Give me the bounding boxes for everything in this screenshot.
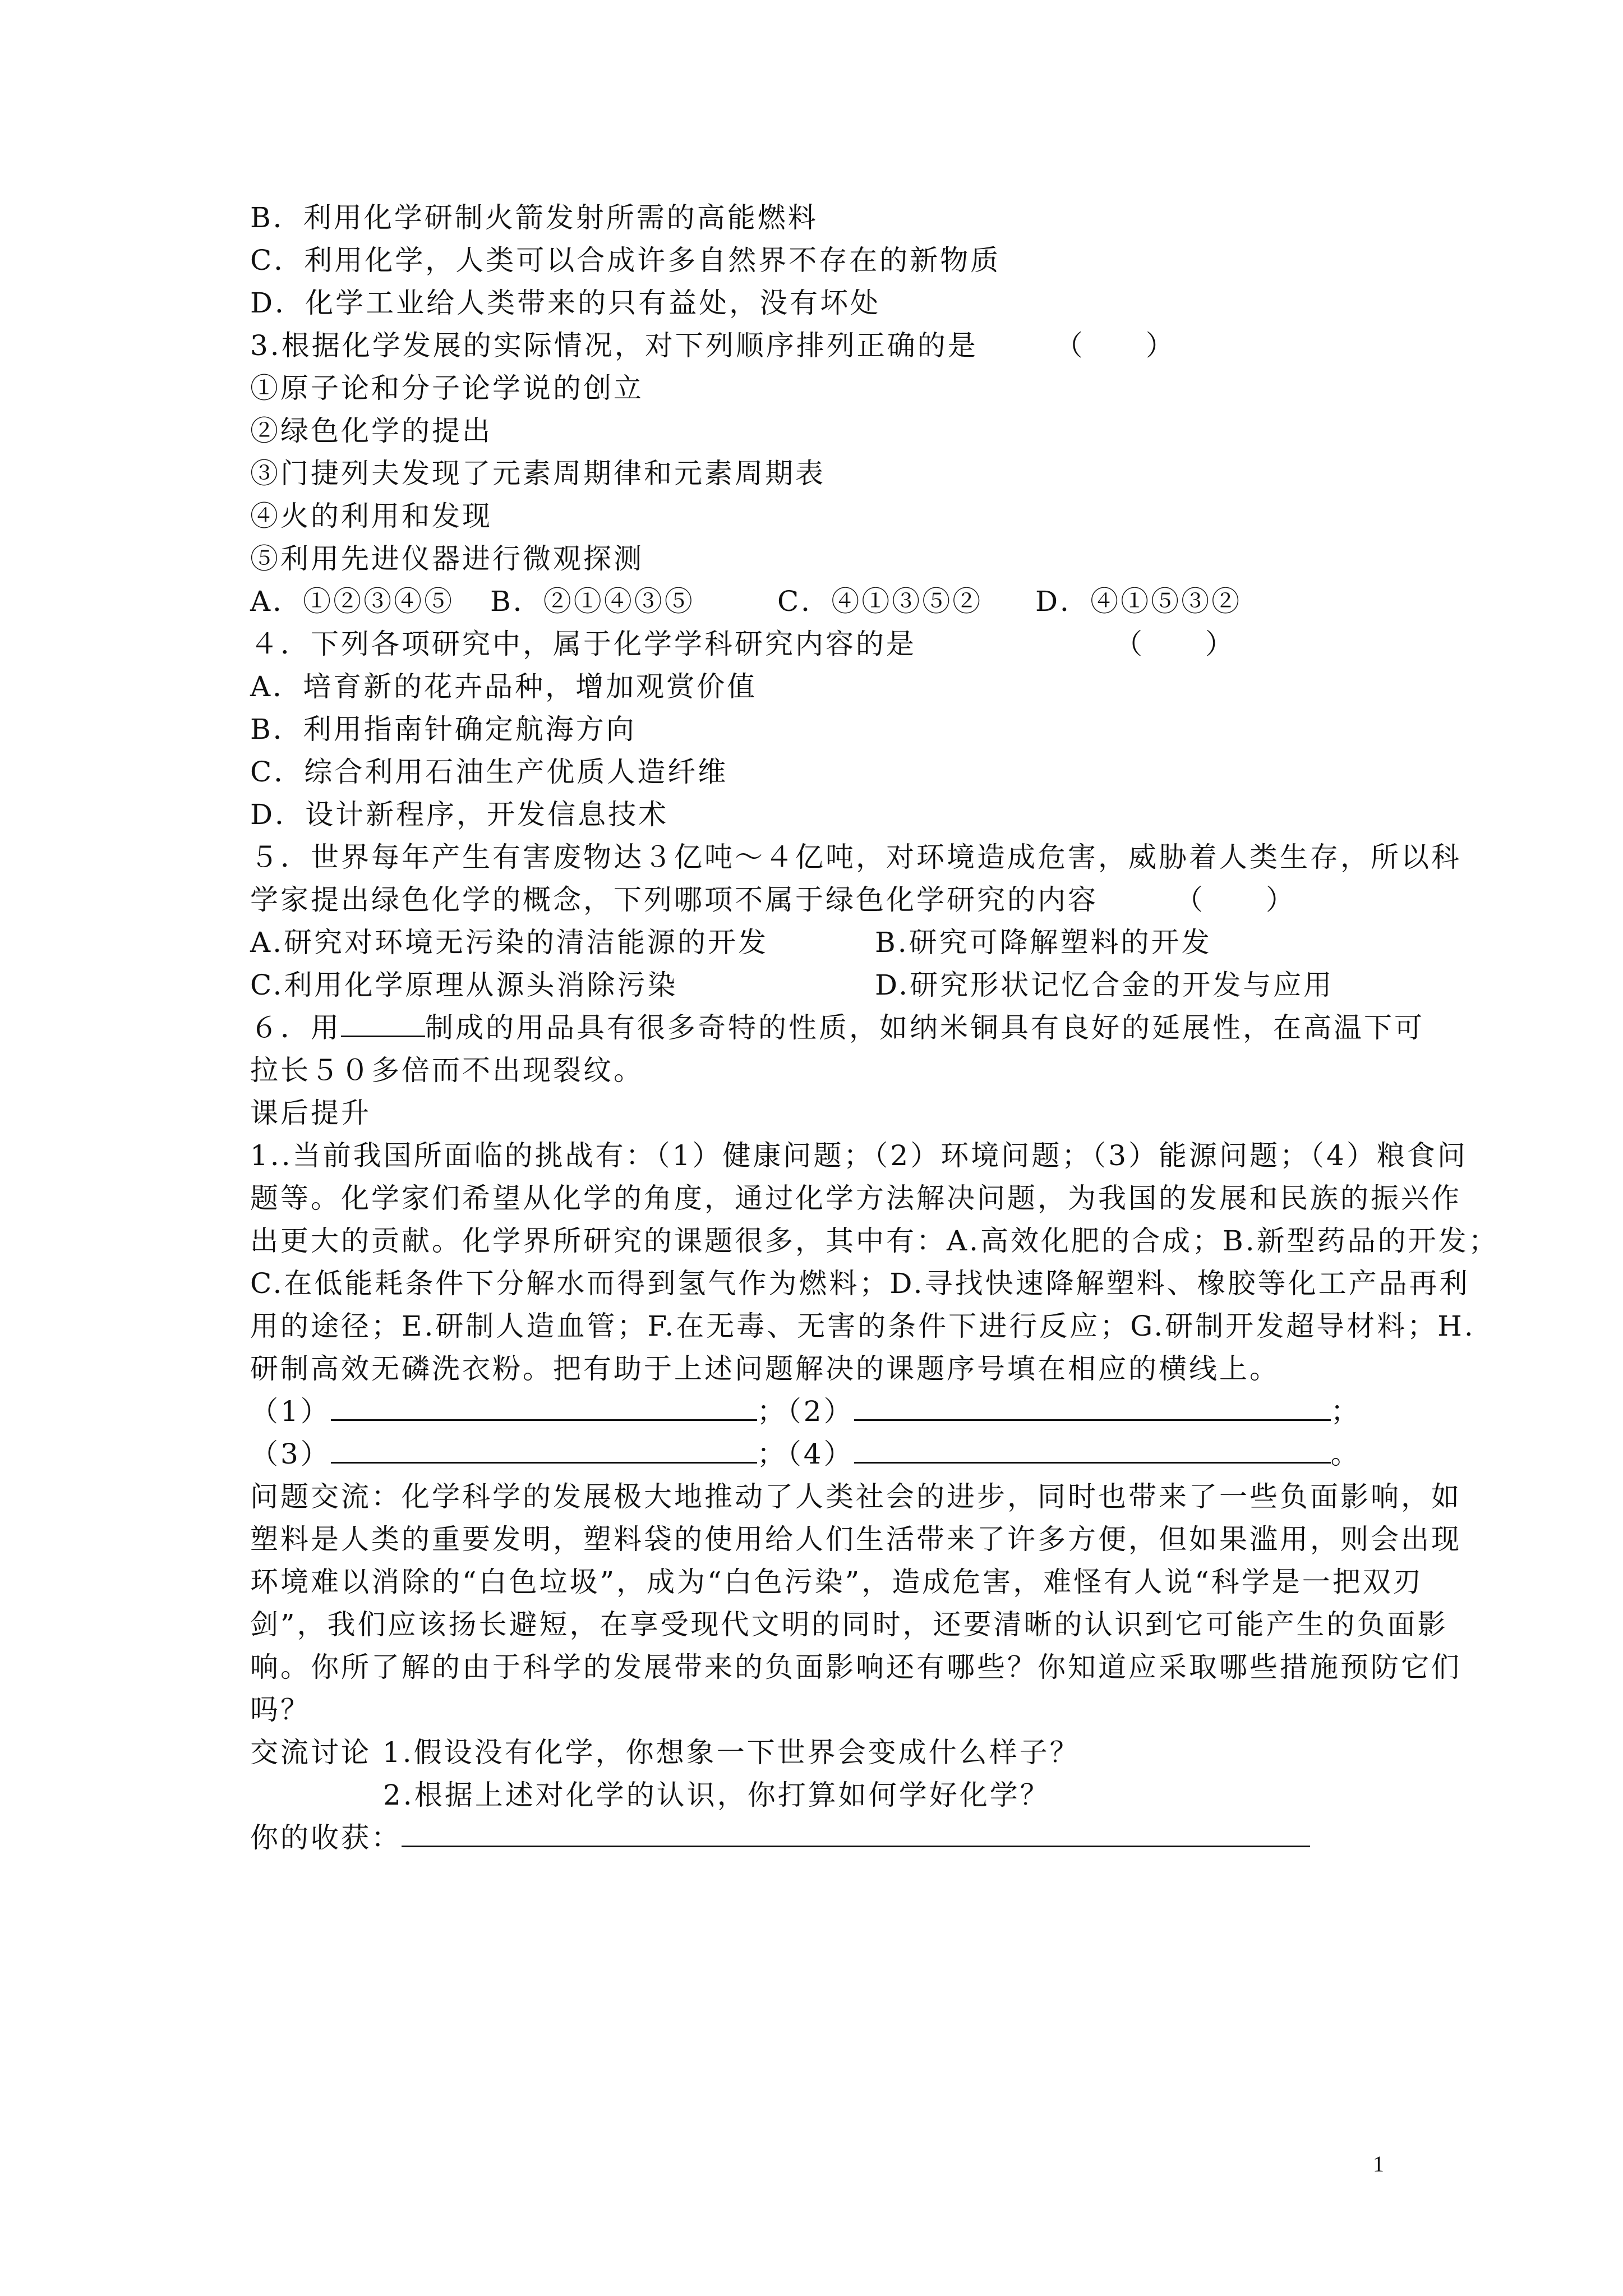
q5-option-b: B.研究可降解塑料的开发	[875, 926, 1212, 959]
discussion-line-2: 塑料是人类的重要发明，塑料袋的使用给人们生活带来了许多方便，但如果滥用，则会出现	[250, 1523, 1461, 1556]
q6-prefix: ６．用	[250, 1011, 341, 1044]
q5-option-d: D.研究形状记忆合金的开发与应用	[875, 969, 1334, 1001]
answer-row-2	[250, 1437, 1361, 1471]
q3-option-b: B．②①④③⑤	[490, 585, 695, 618]
q6-line-1	[250, 1011, 1424, 1045]
q4-option-c: C．综合利用石油生产优质人造纤维	[250, 756, 728, 788]
talk-question-2: 2.根据上述对化学的认识，你打算如何学好化学？	[383, 1779, 1050, 1811]
q3-item-5: ⑤利用先进仪器进行微观探测	[250, 542, 644, 575]
q3-item-2: ②绿色化学的提出	[250, 415, 492, 447]
blank-3-label: （3）	[250, 1438, 331, 1470]
discussion-line-1: 问题交流：化学科学的发展极大地推动了人类社会的进步，同时也带来了一些负面影响，如	[250, 1480, 1461, 1513]
p1-line-2: 题等。化学家们希望从化学的角度，通过化学方法解决问题，为我国的发展和民族的振兴作	[250, 1182, 1461, 1214]
talk-question-1: 交流讨论 1.假设没有化学，你想象一下世界会变成什么样子？	[250, 1736, 1080, 1769]
discussion-line-4: 剑”，我们应该扬长避短，在享受现代文明的同时，还要清晰的认识到它可能产生的负面影	[250, 1608, 1448, 1641]
q3-option-d: D．④①⑤③②	[1035, 585, 1242, 618]
harvest-label: 你的收获：	[250, 1821, 402, 1854]
q4-option-d: D．设计新程序，开发信息技术	[250, 798, 669, 831]
p1-line-5: 用的途径；E.研制人造血管；F.在无毒、无害的条件下进行反应；G.研制开发超导材料；H.	[250, 1310, 1476, 1342]
q5-option-a: A.研究对环境无污染的清洁能源的开发	[250, 926, 769, 959]
discussion-line-6: 吗？	[250, 1694, 311, 1726]
blank-4-label: ；（4）	[757, 1438, 854, 1470]
q5-stem-line-2: 学家提出绿色化学的概念，下列哪项不属于绿色化学研究的内容 （ ）	[250, 884, 1296, 916]
blank-2-label: ；（2）	[757, 1395, 854, 1428]
q2-option-d: D．化学工业给人类带来的只有益处，没有坏处	[250, 287, 881, 319]
blank-1-label: （1）	[250, 1395, 331, 1428]
discussion-line-3: 环境难以消除的“白色垃圾”，成为“白色污染”，造成危害，难怪有人说“科学是一把双刃	[250, 1566, 1423, 1598]
p1-line-6: 研制高效无磷洗衣粉。把有助于上述问题解决的课题序号填在相应的横线上。	[250, 1352, 1280, 1385]
blank-1-line[interactable]	[331, 1395, 757, 1421]
blank-2-line[interactable]	[854, 1395, 1331, 1421]
p1-line-1: 1..当前我国所面临的挑战有：（1）健康问题；（2）环境问题；（3）能源问题；（4）粮食问	[250, 1139, 1468, 1172]
q4-stem: ４．下列各项研究中，属于化学学科研究内容的是 （ ）	[250, 628, 1235, 660]
section-title: 课后提升	[250, 1097, 371, 1129]
page-number: 1	[1373, 2151, 1384, 2177]
q3-item-1: ①原子论和分子论学说的创立	[250, 372, 644, 404]
answer-row-1	[250, 1395, 1361, 1428]
harvest-row	[250, 1821, 1310, 1855]
harvest-line[interactable]	[402, 1821, 1310, 1847]
p1-line-4: C.在低能耗条件下分解水而得到氢气作为燃料；D.寻找快速降解塑料、橡胶等化工产品再利	[250, 1267, 1470, 1300]
q2-option-c: C．利用化学，人类可以合成许多自然界不存在的新物质	[250, 244, 1001, 277]
q6-line-2: 拉长５０多倍而不出现裂纹。	[250, 1054, 644, 1087]
blank-2-end: ；	[1330, 1395, 1361, 1428]
q3-item-3: ③门捷列夫发现了元素周期律和元素周期表	[250, 457, 826, 490]
q3-option-a: A．①②③④⑤	[250, 585, 455, 618]
q5-option-c: C.利用化学原理从源头消除污染	[250, 969, 678, 1001]
q2-option-b: B．利用化学研制火箭发射所需的高能燃料	[250, 201, 818, 234]
q3-item-4: ④火的利用和发现	[250, 500, 492, 532]
discussion-line-5: 响。你所了解的由于科学的发展带来的负面影响还有哪些？你知道应采取哪些措施预防它们	[250, 1651, 1461, 1683]
blank-3-line[interactable]	[331, 1437, 757, 1464]
q4-option-a: A．培育新的花卉品种，增加观赏价值	[250, 670, 758, 703]
p1-line-3: 出更大的贡献。化学界所研究的课题很多，其中有：A.高效化肥的合成；B.新型药品的开发；	[250, 1225, 1499, 1257]
q5-stem-line-1: ５．世界每年产生有害废物达３亿吨～４亿吨，对环境造成危害，威胁着人类生存，所以科	[250, 841, 1461, 873]
blank-4-line[interactable]	[854, 1437, 1331, 1464]
q6-blank[interactable]	[341, 1011, 425, 1037]
q3-stem: 3.根据化学发展的实际情况，对下列顺序排列正确的是 （ ）	[250, 329, 1176, 362]
q3-option-c: C．④①③⑤②	[777, 585, 983, 618]
blank-4-end: 。	[1330, 1438, 1361, 1470]
q6-suffix: 制成的用品具有很多奇特的性质，如纳米铜具有良好的延展性，在高温下可	[425, 1011, 1424, 1044]
q4-option-b: B．利用指南针确定航海方向	[250, 713, 637, 746]
